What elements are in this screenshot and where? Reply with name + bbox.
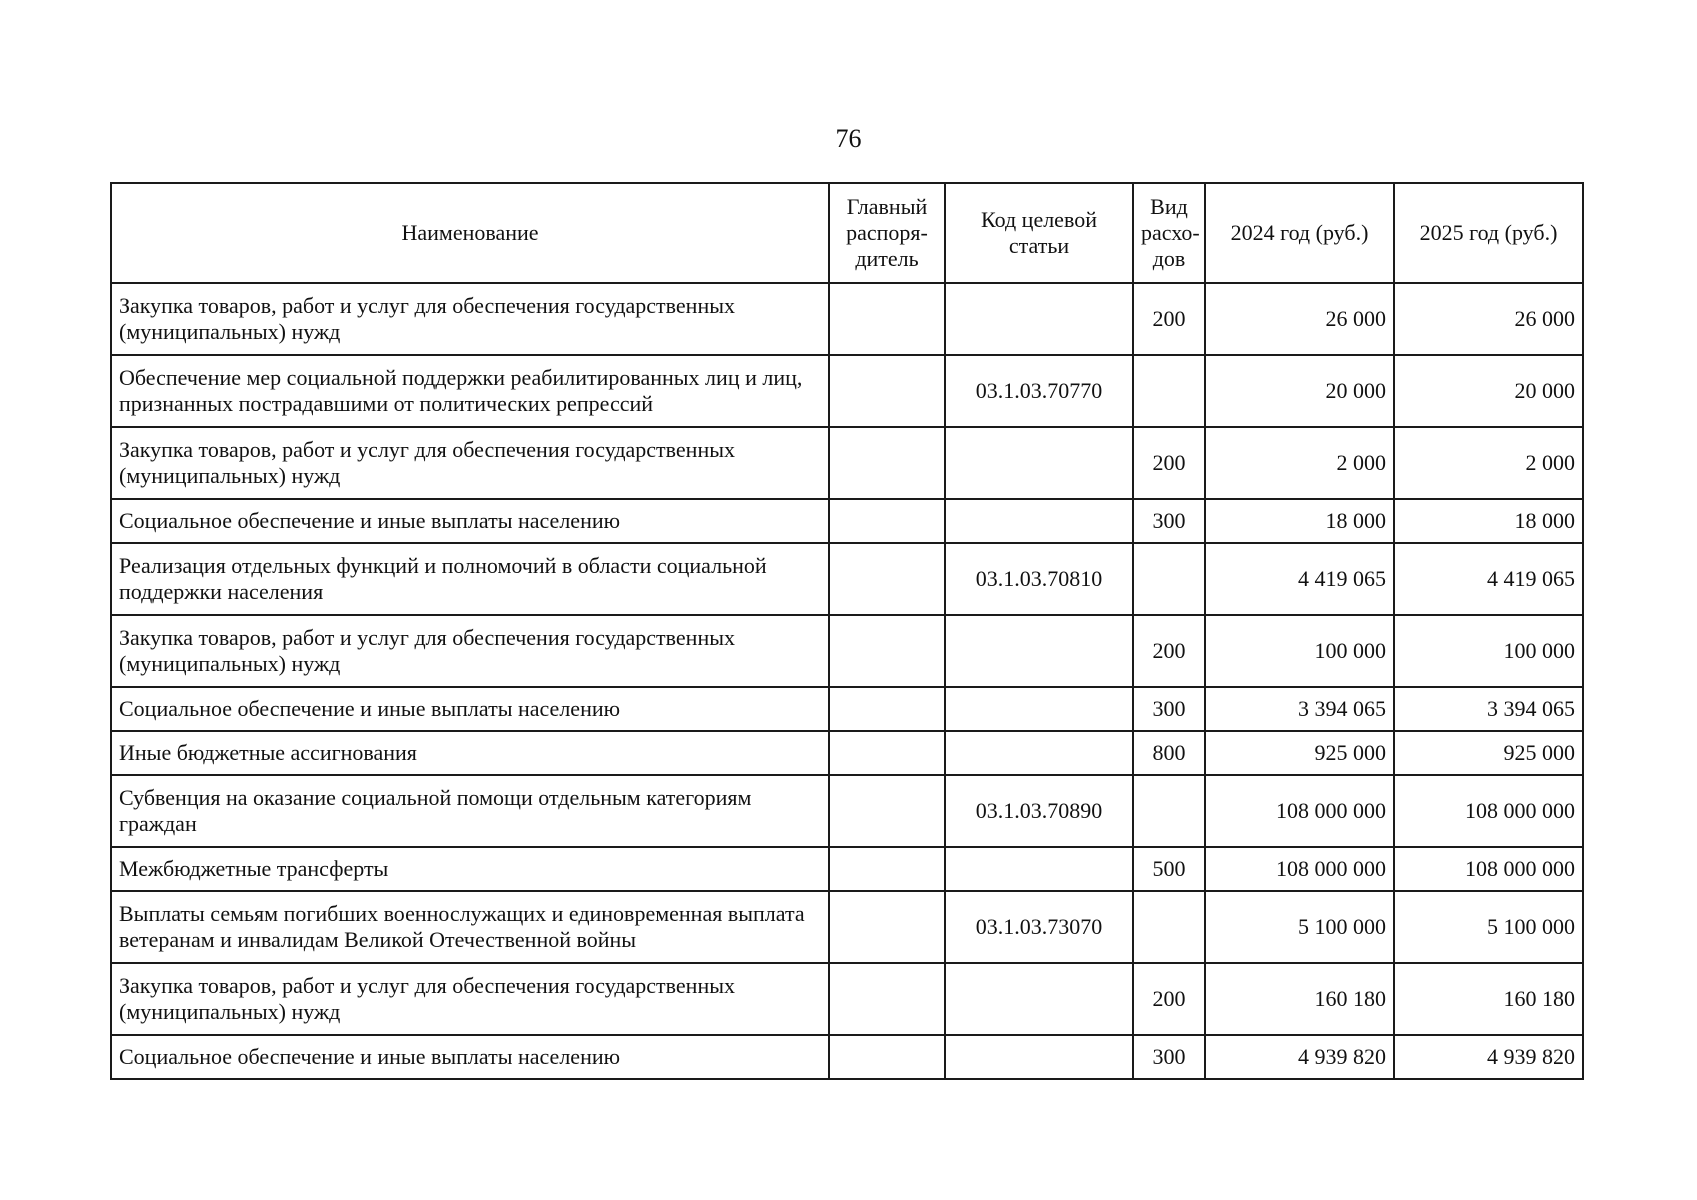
row-expense-type: 300 [1133, 687, 1205, 731]
row-amount-2025: 108 000 000 [1394, 775, 1583, 847]
row-name: Обеспечение мер социальной поддержки реабилитированных лиц и лиц, признанных пострадавшими от политических репрессий [111, 355, 829, 427]
row-amount-2025: 108 000 000 [1394, 847, 1583, 891]
row-amount-2024: 100 000 [1205, 615, 1394, 687]
row-expense-type [1133, 775, 1205, 847]
table-row [111, 847, 1583, 891]
table-row [111, 427, 1583, 499]
row-code: 03.1.03.70890 [945, 775, 1133, 847]
row-amount-2024: 108 000 000 [1205, 775, 1394, 847]
table-row [111, 775, 1583, 847]
row-administrator [829, 891, 945, 963]
budget-table [110, 182, 1584, 1080]
row-amount-2025: 4 419 065 [1394, 543, 1583, 615]
row-name: Межбюджетные трансферты [111, 847, 829, 891]
header-year-2024: 2024 год (руб.) [1205, 183, 1394, 283]
row-administrator [829, 283, 945, 355]
row-expense-type: 200 [1133, 427, 1205, 499]
row-code [945, 615, 1133, 687]
table-row [111, 687, 1583, 731]
row-administrator [829, 963, 945, 1035]
row-amount-2025: 5 100 000 [1394, 891, 1583, 963]
row-administrator [829, 731, 945, 775]
row-administrator [829, 499, 945, 543]
table-header-row [111, 183, 1583, 283]
row-administrator [829, 355, 945, 427]
row-amount-2025: 4 939 820 [1394, 1035, 1583, 1079]
row-expense-type: 500 [1133, 847, 1205, 891]
row-code [945, 687, 1133, 731]
row-administrator [829, 543, 945, 615]
header-administrator: Главный распоря-дитель [829, 183, 945, 283]
row-expense-type: 200 [1133, 283, 1205, 355]
row-code [945, 963, 1133, 1035]
row-amount-2024: 18 000 [1205, 499, 1394, 543]
row-name: Закупка товаров, работ и услуг для обеспечения государственных (муниципальных) нужд [111, 427, 829, 499]
table-row [111, 731, 1583, 775]
row-expense-type [1133, 543, 1205, 615]
row-amount-2025: 2 000 [1394, 427, 1583, 499]
row-name: Закупка товаров, работ и услуг для обеспечения государственных (муниципальных) нужд [111, 615, 829, 687]
row-amount-2025: 160 180 [1394, 963, 1583, 1035]
row-code [945, 427, 1133, 499]
row-code: 03.1.03.73070 [945, 891, 1133, 963]
row-code [945, 1035, 1133, 1079]
row-code: 03.1.03.70810 [945, 543, 1133, 615]
row-name: Социальное обеспечение и иные выплаты населению [111, 499, 829, 543]
row-code [945, 499, 1133, 543]
page-number: 76 [835, 124, 862, 153]
row-amount-2025: 925 000 [1394, 731, 1583, 775]
row-administrator [829, 847, 945, 891]
row-expense-type [1133, 891, 1205, 963]
row-amount-2024: 160 180 [1205, 963, 1394, 1035]
row-code [945, 731, 1133, 775]
table-row [111, 615, 1583, 687]
row-name: Субвенция на оказание социальной помощи отдельным категориям граждан [111, 775, 829, 847]
table-row [111, 963, 1583, 1035]
row-expense-type: 300 [1133, 1035, 1205, 1079]
row-code: 03.1.03.70770 [945, 355, 1133, 427]
row-code [945, 283, 1133, 355]
header-expense-type: Вид расхо-дов [1133, 183, 1205, 283]
row-amount-2024: 20 000 [1205, 355, 1394, 427]
row-amount-2025: 20 000 [1394, 355, 1583, 427]
row-amount-2024: 26 000 [1205, 283, 1394, 355]
row-expense-type: 200 [1133, 963, 1205, 1035]
row-amount-2024: 3 394 065 [1205, 687, 1394, 731]
row-code [945, 847, 1133, 891]
row-name: Выплаты семьям погибших военнослужащих и единовременная выплата ветеранам и инвалидам Великой Отечественной войны [111, 891, 829, 963]
row-expense-type: 300 [1133, 499, 1205, 543]
row-amount-2024: 4 939 820 [1205, 1035, 1394, 1079]
table-row [111, 499, 1583, 543]
row-amount-2025: 3 394 065 [1394, 687, 1583, 731]
header-name: Наименование [111, 183, 829, 283]
row-amount-2024: 925 000 [1205, 731, 1394, 775]
row-expense-type: 200 [1133, 615, 1205, 687]
row-amount-2025: 18 000 [1394, 499, 1583, 543]
table-row [111, 283, 1583, 355]
row-amount-2025: 100 000 [1394, 615, 1583, 687]
row-name: Социальное обеспечение и иные выплаты населению [111, 1035, 829, 1079]
row-amount-2024: 2 000 [1205, 427, 1394, 499]
row-amount-2024: 5 100 000 [1205, 891, 1394, 963]
row-amount-2024: 4 419 065 [1205, 543, 1394, 615]
row-name: Иные бюджетные ассигнования [111, 731, 829, 775]
row-administrator [829, 775, 945, 847]
row-administrator [829, 427, 945, 499]
table-row [111, 355, 1583, 427]
row-amount-2024: 108 000 000 [1205, 847, 1394, 891]
row-name: Закупка товаров, работ и услуг для обеспечения государственных (муниципальных) нужд [111, 283, 829, 355]
row-amount-2025: 26 000 [1394, 283, 1583, 355]
table-row [111, 891, 1583, 963]
row-name: Закупка товаров, работ и услуг для обеспечения государственных (муниципальных) нужд [111, 963, 829, 1035]
row-name: Реализация отдельных функций и полномочий в области социальной поддержки населения [111, 543, 829, 615]
table-row [111, 1035, 1583, 1079]
row-expense-type: 800 [1133, 731, 1205, 775]
header-year-2025: 2025 год (руб.) [1394, 183, 1583, 283]
header-code: Код целевой статьи [945, 183, 1133, 283]
row-administrator [829, 1035, 945, 1079]
row-administrator [829, 615, 945, 687]
row-administrator [829, 687, 945, 731]
table-row [111, 543, 1583, 615]
row-name: Социальное обеспечение и иные выплаты населению [111, 687, 829, 731]
row-expense-type [1133, 355, 1205, 427]
